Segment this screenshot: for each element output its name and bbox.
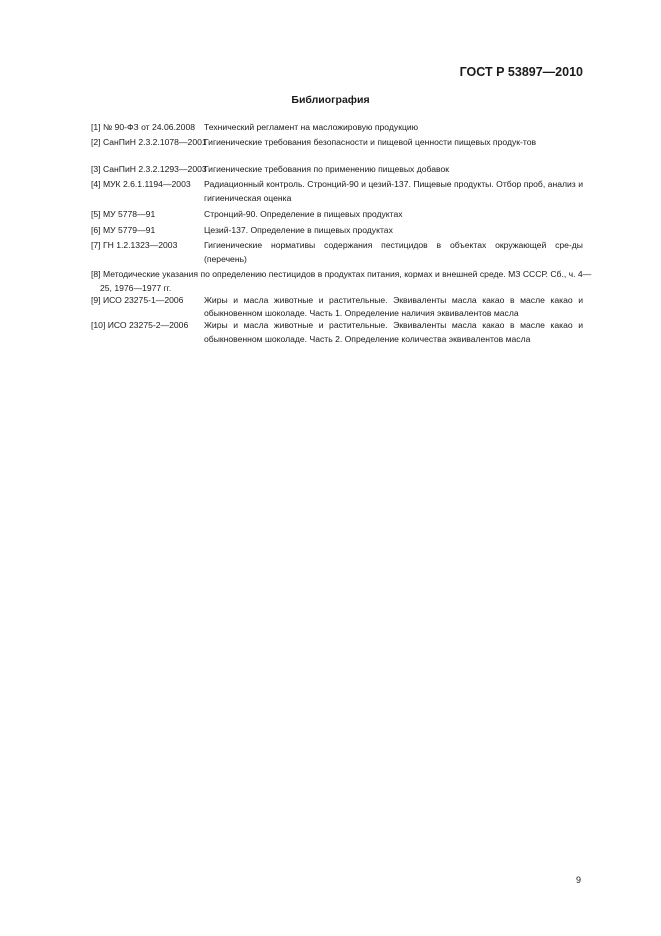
bibliography-entry [91, 121, 583, 135]
entry-reference: [3] СанПиН 2.3.2.1293—2003 [91, 164, 207, 174]
entry-reference: [5] МУ 5778—91 [91, 209, 156, 219]
entry-reference: [4] МУК 2.6.1.1194—2003 [91, 179, 191, 189]
page-title: Библиография [291, 94, 370, 106]
bibliography-entry [91, 208, 583, 222]
bibliography-entry [91, 163, 583, 177]
bibliography-entry [91, 239, 583, 266]
entry-description: Радиационный контроль. Стронций-90 и цезий-137. Пищевые продукты. Отбор проб, анализ и гигиеническая оценка [204, 179, 583, 203]
entry-reference: [6] МУ 5779—91 [91, 225, 156, 235]
document-header: ГОСТ Р 53897—2010 [459, 65, 583, 79]
entry-description: Жиры и масла животные и растительные. Эквиваленты масла какао в масле какао и обыкновенном шоколаде. Часть 1. Определение наличия эквивалентов масла [204, 295, 583, 318]
bibliography-entry [91, 294, 583, 320]
entry-description: Гигиенические нормативы содержания пестицидов в объектах окружающей сре-ды (перечень) [204, 240, 583, 264]
bibliography-entry [91, 178, 583, 205]
entry-reference: [9] ИСО 23275-1—2006 [91, 295, 184, 305]
entry-description: Технический регламент на масложировую продукцию [204, 122, 419, 132]
bibliography-entry [91, 224, 583, 238]
page-number: 9 [576, 875, 582, 885]
entry-description: Жиры и масла животные и растительные. Эквиваленты масла какао в масле какао и обыкновенном шоколаде. Часть 2. Определение количества эквивалентов масла [204, 320, 583, 344]
bibliography-entry [91, 136, 583, 150]
entry-description: Цезий-137. Определение в пищевых продуктах [204, 225, 393, 235]
bibliography-entry [91, 319, 583, 346]
entry-description: Стронций-90. Определение в пищевых продуктах [204, 209, 403, 219]
bibliography-entry: [8] Методические указания по определению пестицидов в продуктах питания, кормах и внешней среде. МЗ СССР. Сб., ч. 4—25, 1976—1977 гг. [91, 269, 592, 293]
entry-description: Гигиенические требования по применению пищевых добавок [204, 164, 450, 174]
entry-reference: [1] № 90-ФЗ от 24.06.2008 [91, 122, 196, 132]
entry-reference: [7] ГН 1.2.1323—2003 [91, 240, 178, 250]
entry-reference: [2] СанПиН 2.3.2.1078—2001 [91, 137, 207, 147]
entry-reference: [10] ИСО 23275-2—2006 [91, 320, 189, 330]
entry-description: Гигиенические требования безопасности и пищевой ценности пищевых продук-тов [204, 137, 537, 147]
